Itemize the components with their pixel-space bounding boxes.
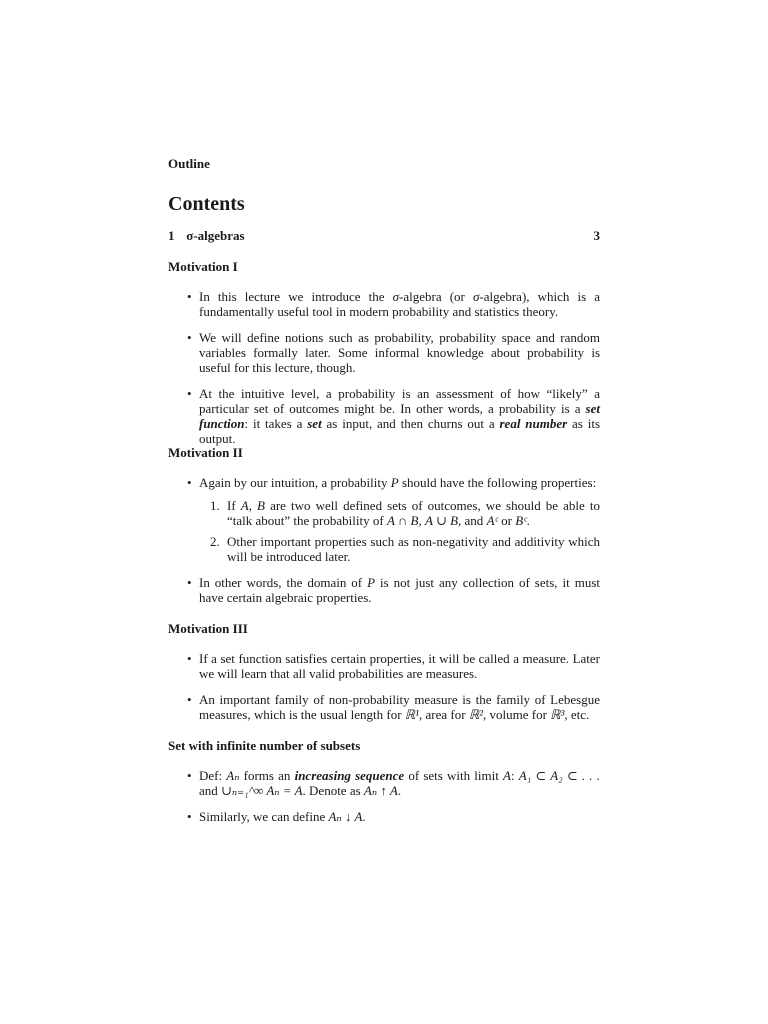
- numbered-item: 1. If A, B are two well defined sets of outcomes, we should be able to “talk about” the probability of A ∩ B, A ∪ B, and Aᶜ or Bᶜ.: [210, 498, 601, 528]
- bullet-list: [168, 768, 600, 824]
- bullet-item: • If a set function satisfies certain properties, it will be called a measure. Later we will learn that all valid probabilities are measures.: [168, 651, 600, 681]
- toc-entry-title: σ-algebras: [186, 228, 245, 243]
- bullet-item: • In this lecture we introduce the σ-algebra (or σ-algebra), which is a fundamentally useful tool in modern probability and statistics theory.: [168, 289, 600, 319]
- bullet-item: • We will define notions such as probability, probability space and random variables formally later. Some informal knowledge about probability is useful for this lecture, though.: [168, 330, 600, 375]
- section-title: Motivation III: [168, 621, 248, 636]
- section-motivation-2: [168, 445, 600, 605]
- bullet-item: • Again by our intuition, a probability P should have the following properties: 1. If A, B are two well defined sets of outcomes, we should be able to “talk about” the probability of A ∩ B, A ∪ B, and Aᶜ or Bᶜ. 2. Other important properties such as non-negativity and additivity which will be introduced later.: [168, 475, 600, 564]
- section-title: Motivation I: [168, 259, 238, 274]
- numbered-list: [199, 498, 600, 564]
- toc-entry-number: 1: [168, 228, 175, 243]
- toc-entry-page: 3: [593, 228, 600, 243]
- section-title: Motivation II: [168, 445, 243, 460]
- bullet-item: • Similarly, we can define Aₙ ↓ A.: [168, 809, 600, 824]
- bullet-list: [168, 289, 600, 446]
- bullet-list: [168, 651, 600, 722]
- contents-heading: Contents: [168, 193, 245, 215]
- section-motivation-1: [168, 259, 600, 446]
- bullet-item: • Def: Aₙ forms an increasing sequence of sets with limit A: A₁ ⊂ A₂ ⊂ . . . and ∪ₙ₌₁^∞ Aₙ = A. Denote as Aₙ ↑ A.: [168, 768, 600, 798]
- bullet-item: • An important family of non-probability measure is the family of Lebesgue measures, which is the usual length for ℝ¹, area for ℝ², volume for ℝ³, etc.: [168, 692, 600, 722]
- bullet-item: • At the intuitive level, a probability is an assessment of how “likely” a particular set of outcomes might be. In other words, a probability is a set function: it takes a set as input, and then churns out a real number as its output.: [168, 386, 600, 446]
- toc-entry-title-group: [168, 228, 245, 244]
- bullet-list: [168, 475, 600, 605]
- outline-heading: Outline: [168, 156, 210, 171]
- numbered-item: 2. Other important properties such as non-negativity and additivity which will be introduced later.: [210, 534, 600, 564]
- toc-entry[interactable]: [168, 228, 600, 244]
- bullet-item: • In other words, the domain of P is not just any collection of sets, it must have certain algebraic properties.: [168, 575, 600, 605]
- section-motivation-3: [168, 621, 600, 722]
- section-infinite-subsets: [168, 738, 600, 824]
- section-title: Set with infinite number of subsets: [168, 738, 361, 753]
